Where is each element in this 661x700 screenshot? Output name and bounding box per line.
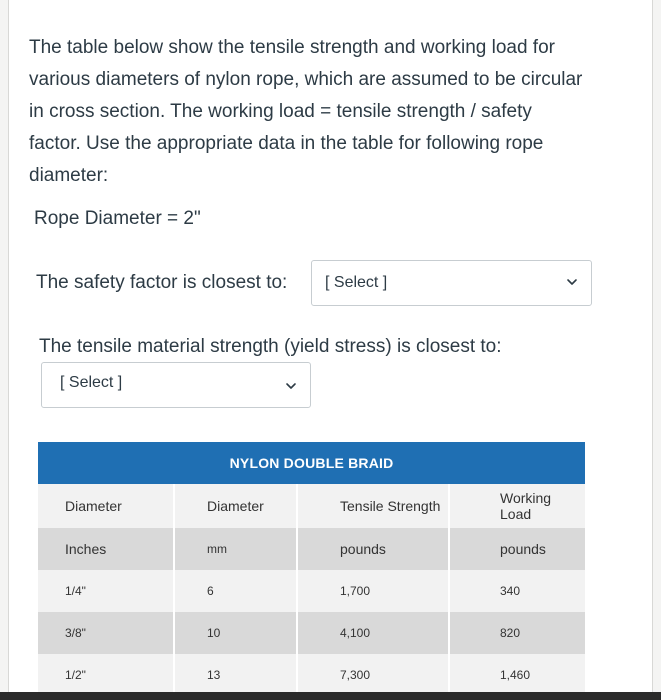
rope-diameter-text: Rope Diameter = 2" [34, 208, 201, 229]
question-line: in cross section. The working load = tensile strength / safety [29, 101, 532, 122]
safety-factor-selected-value: [ Select ] [325, 274, 388, 291]
yield-stress-select[interactable] [41, 362, 311, 408]
table-header-cell: Diameter [174, 484, 297, 528]
question-line: The table below show the tensile strength and working load for [29, 37, 555, 58]
table-header-cell: Diameter [38, 484, 174, 528]
table-title: NYLON DOUBLE BRAID [38, 442, 586, 484]
table-cell: 13 [174, 654, 297, 696]
chevron-down-icon [565, 275, 579, 289]
table-cell: 1,460 [449, 654, 586, 696]
table-header-row [38, 484, 586, 528]
table-cell: 6 [174, 570, 297, 612]
table-unit-cell: Inches [38, 528, 174, 570]
question-line: factor. Use the appropriate data in the table for following rope [29, 133, 544, 154]
table-unit-cell: pounds [449, 528, 586, 570]
question-text [29, 32, 629, 192]
question-line: diameter: [29, 165, 109, 186]
table-cell: 1/2" [38, 654, 174, 696]
table-row [38, 570, 586, 612]
yield-stress-selected-value: [ Select ] [60, 374, 123, 391]
table-title-row [38, 442, 586, 484]
table-header-cell: Working Load [449, 484, 586, 528]
table-cell: 10 [174, 612, 297, 654]
table-cell: 3/8" [38, 612, 174, 654]
table-cell: 340 [449, 570, 586, 612]
table-row [38, 612, 586, 654]
table-cell: 820 [449, 612, 586, 654]
table-cell: 1,700 [297, 570, 449, 612]
chevron-down-icon [284, 379, 298, 393]
safety-factor-label: The safety factor is closest to: [36, 272, 288, 293]
table-header-cell: Tensile Strength [297, 484, 449, 528]
question-line: various diameters of nylon rope, which are assumed to be circular [29, 69, 583, 90]
table-cell: 7,300 [297, 654, 449, 696]
table-cell: 4,100 [297, 612, 449, 654]
yield-stress-label: The tensile material strength (yield stress) is closest to: [39, 336, 502, 357]
table-units-row [38, 528, 586, 570]
table-unit-cell: mm [174, 528, 297, 570]
table-cell: 1/4" [38, 570, 174, 612]
nylon-rope-table [38, 442, 587, 696]
safety-factor-select[interactable] [311, 260, 592, 306]
table-row [38, 654, 586, 696]
bottom-edge-bar [0, 692, 661, 700]
table-unit-cell: pounds [297, 528, 449, 570]
